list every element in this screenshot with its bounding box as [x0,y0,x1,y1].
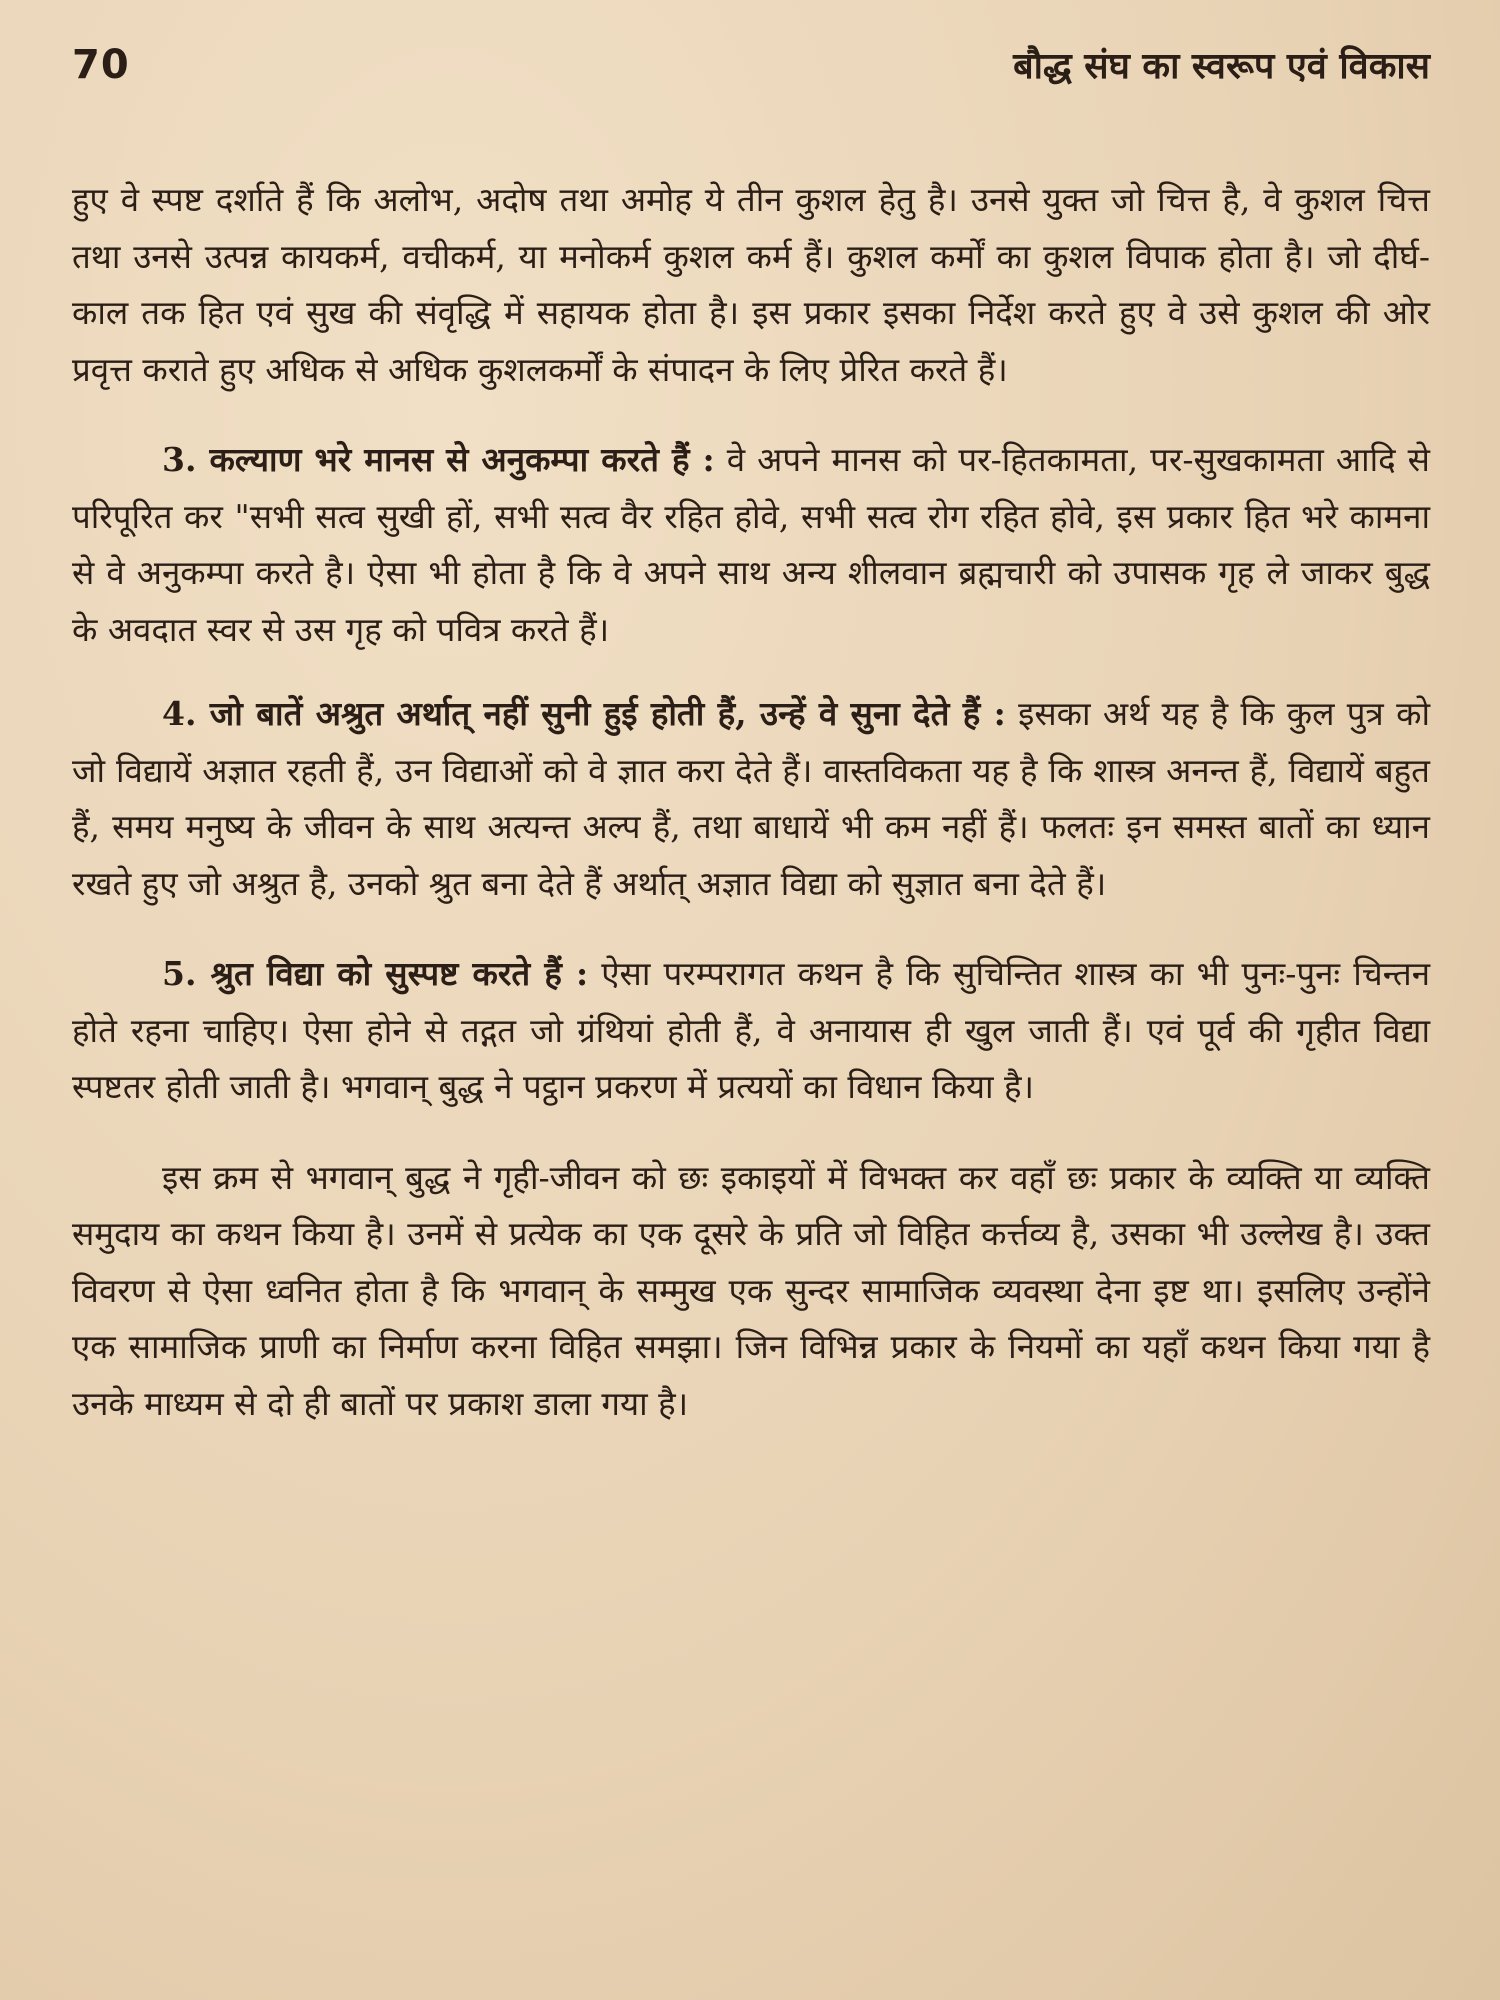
running-title: बौद्ध संघ का स्वरूप एवं विकास [1013,46,1430,87]
page-header [72,40,1430,110]
paragraph-2-text: वे अपने मानस को पर-हितकामता, पर-सुखकामता आदि से परिपूरित कर "सभी सत्व सुखी हों, सभी सत्व वैर रहित होवे, सभी सत्व रोग रहित होवे, इस प्रकार हित भरे कामना से वे अनुकम्पा करते है। ऐसा भी होता है कि वे अपने साथ अन्य शीलवान ब्रह्मचारी को उपासक गृह ले जाकर बुद्ध के अवदात स्वर से उस गृह को पवित्र करते हैं। [72,440,1430,649]
paragraph-4-heading: 5. श्रुत विद्या को सुस्पष्ट करते हैं : [162,954,589,993]
paragraph-3-text: इसका अर्थ यह है कि कुल पुत्र को जो विद्यायें अज्ञात रहती हैं, उन विद्याओं को वे ज्ञात करा देते हैं। वास्तविकता यह है कि शास्त्र अनन्त हैं, विद्यायें बहुत हैं, समय मनुष्य के जीवन के साथ अत्यन्त अल्प हैं, तथा बाधायें भी कम नहीं हैं। फलतः इन समस्त बातों का ध्यान रखते हुए जो अश्रुत है, उनको श्रुत बना देते हैं अर्थात् अज्ञात विद्या को सुज्ञात बना देते हैं। [72,694,1431,903]
paragraph-4 [72,946,1430,1116]
paragraph-5 [72,1150,1430,1433]
paragraph-2 [72,432,1430,658]
paragraph-4-text: ऐसा परम्परागत कथन है कि सुचिन्तित शास्त्र का भी पुनः-पुनः चिन्तन होते रहना चाहिए। ऐसा होने से तद्गत जो ग्रंथियां होती हैं, वे अनायास ही खुल जाती हैं। एवं पूर्व की गृहीत विद्या स्पष्टतर होती जाती है। भगवान् बुद्ध ने पट्ठान प्रकरण में प्रत्ययों का विधान किया है। [72,954,1431,1106]
paragraph-5-text: इस क्रम से भगवान् बुद्ध ने गृही-जीवन को छः इकाइयों में विभक्त कर वहाँ छः प्रकार के व्यक्ति या व्यक्ति समुदाय का कथन किया है। उनमें से प्रत्येक का एक दूसरे के प्रति जो विहित कर्त्तव्य है, उसका भी उल्लेख है। उक्त विवरण से ऐसा ध्वनित होता है कि भगवान् के सम्मुख एक सुन्दर सामाजिक व्यवस्था देना इष्ट था। इसलिए उन्होंने एक सामाजिक प्राणी का निर्माण करना विहित समझा। जिन विभिन्न प्रकार के नियमों का यहाँ कथन किया गया है उनके माध्यम से दो ही बातों पर प्रकाश डाला गया है। [72,1157,1430,1423]
page-number: 70 [72,42,130,88]
paragraph-3-heading: 4. जो बातें अश्रुत अर्थात् नहीं सुनी हुई होती हैं, उन्हें वे सुना देते हैं : [162,694,1006,733]
paragraph-1 [72,172,1430,398]
paragraph-3 [72,686,1430,912]
paragraph-1-text: हुए वे स्पष्ट दर्शाते हैं कि अलोभ, अदोष तथा अमोह ये तीन कुशल हेतु है। उनसे युक्त जो चित्त है, वे कुशल चित्त तथा उनसे उत्पन्न कायकर्म, वचीकर्म, या मनोकर्म कुशल कर्म हैं। कुशल कर्मों का कुशल विपाक होता है। जो दीर्घ-काल तक हित एवं सुख की संवृद्धि में सहायक होता है। इस प्रकार इसका निर्देश करते हुए वे उसे कुशल की ओर प्रवृत्त कराते हुए अधिक से अधिक कुशलकर्मों के संपादन के लिए प्रेरित करते हैं। [72,180,1430,389]
paragraph-2-heading: 3. कल्याण भरे मानस से अनुकम्पा करते हैं : [162,440,715,479]
